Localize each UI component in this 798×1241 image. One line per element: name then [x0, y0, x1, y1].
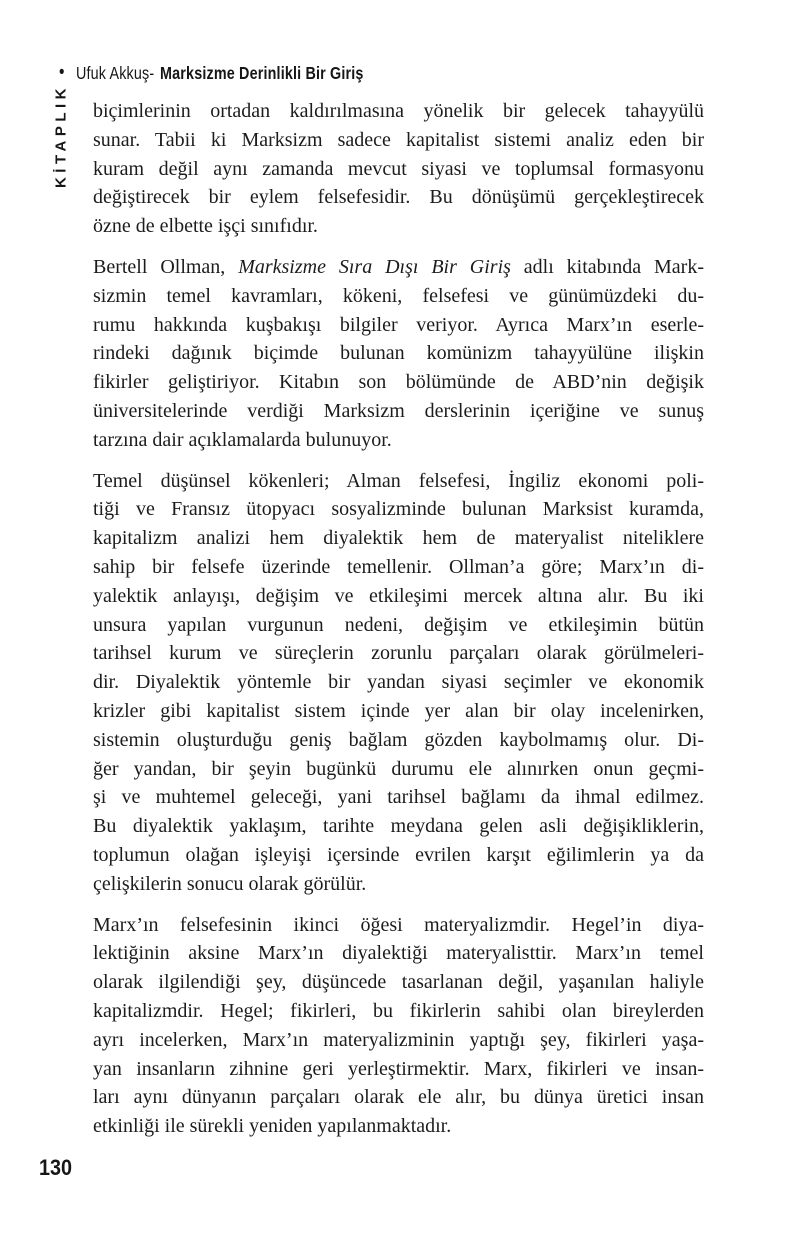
text-line — [93, 155, 704, 184]
text-segment: krizler gibi kapitalist sistem içinde yer alan bir olay incelenirken, — [93, 699, 704, 722]
text-line — [93, 582, 704, 611]
text-segment: adlı kitabında Mark- — [510, 255, 704, 278]
text-line — [93, 911, 704, 940]
text-line — [93, 126, 704, 155]
section-label-kitaplik: KİTAPLIK — [52, 83, 70, 189]
text-line — [93, 1083, 704, 1112]
text-line — [93, 253, 704, 282]
text-segment: yan insanların zihnine geri yerleştirmektir. Marx, fikirleri ve insan- — [93, 1057, 704, 1080]
text-line — [93, 1112, 704, 1141]
text-line — [93, 968, 704, 997]
text-line — [93, 368, 704, 397]
text-segment: sunar. Tabii ki Marksizm sadece kapitalist sistemi analiz eden bir — [93, 128, 704, 151]
text-segment: dir. Diyalektik yöntemle bir yandan siyasi seçimler ve ekonomik — [93, 671, 704, 694]
text-segment: tiği ve Fransız ütopyacı sosyalizminde bulunan Marksist kuramda, — [93, 498, 704, 521]
text-line — [93, 426, 704, 455]
running-head-title: Marksizme Derinlikli Bir Giriş — [160, 63, 364, 83]
text-segment: biçimlerinin ortadan kaldırılmasına yönelik bir gelecek tahayyülü — [93, 100, 704, 122]
text-line — [93, 697, 704, 726]
text-line — [93, 726, 704, 755]
text-segment: yalektik anlayışı, değişim ve etkileşimi mercek altına alır. Bu iki — [93, 584, 704, 607]
text-line — [93, 611, 704, 640]
text-segment: ayrı incelerken, Marx’ın materyalizminin yaptığı şey, fikirleri yaşa- — [93, 1028, 704, 1051]
paragraph — [93, 97, 704, 241]
text-line — [93, 639, 704, 668]
running-head — [59, 63, 364, 84]
text-segment: Bertell Ollman, — [93, 255, 239, 278]
text-segment: sistemin oluşturduğu geniş bağlam gözden kaybolmamış olur. Di- — [93, 728, 704, 751]
text-segment: özne de elbette işçi sınıfıdır. — [93, 215, 318, 238]
text-segment: unsura yapılan vurgunun nedeni, değişim ve etkileşimin bütün — [93, 613, 704, 636]
text-segment: rumu hakkında kuşbakışı bilgiler veriyor. Ayrıca Marx’ın eserle- — [93, 313, 704, 336]
text-segment: kapitalizmdir. Hegel; fikirleri, bu fikirlerin sahibi olan bireylerden — [93, 999, 704, 1022]
page-number: 130 — [39, 1155, 73, 1180]
text-line — [93, 495, 704, 524]
text-segment: Marx’ın felsefesinin ikinci öğesi materyalizmdir. Hegel’in diya- — [93, 913, 704, 936]
text-segment: kuram değil aynı zamanda mevcut siyasi ve toplumsal formasyonu — [93, 157, 704, 180]
text-segment: tarzına dair açıklamalarda bulunuyor. — [93, 428, 392, 451]
text-segment: sizmin temel kavramları, kökeni, felsefesi ve günümüzdeki du- — [93, 284, 704, 307]
text-line — [93, 553, 704, 582]
body-text — [93, 97, 704, 1153]
text-segment: ları aynı dünyanın parçaları olarak ele alır, bu dünya üretici insan — [93, 1086, 704, 1109]
text-line — [93, 212, 704, 241]
text-segment: olarak ilgilendiği şey, düşüncede tasarlanan değil, yaşanılan haliyle — [93, 971, 704, 994]
text-line — [93, 783, 704, 812]
text-segment: ğer yandan, bir şeyin bugünkü durumu ele alınırken onun geçmi- — [93, 757, 704, 780]
text-line — [93, 668, 704, 697]
text-line — [93, 997, 704, 1026]
text-segment: kapitalizm analizi hem diyalektik hem de materyalist niteliklere — [93, 527, 704, 550]
text-line — [93, 870, 704, 899]
text-line — [93, 939, 704, 968]
text-segment: toplumun olağan işleyişi içersinde evrilen karşıt eğilimlerin ya da — [93, 843, 704, 866]
text-segment: sahip bir felsefe üzerinde temellenir. Ollman’a göre; Marx’ın di- — [93, 555, 704, 578]
text-segment: üniversitelerinde verdiği Marksizm derslerinin içeriğine ve sunuş — [93, 399, 704, 422]
text-segment: Temel düşünsel kökenleri; Alman felsefesi, İngiliz ekonomi poli- — [93, 469, 704, 492]
text-line — [93, 524, 704, 553]
running-head-author: Ufuk Akkuş- — [75, 63, 155, 83]
bullet-icon: • — [59, 62, 65, 83]
italic-book-title: Marksizme Sıra Dışı Bir Giriş — [238, 255, 511, 278]
text-segment: değiştirecek bir eylem felsefesidir. Bu dönüşümü gerçekleştirecek — [93, 186, 704, 209]
text-segment: lektiğinin aksine Marx’ın diyalektiği materyalisttir. Marx’ın temel — [93, 942, 704, 965]
text-segment: çelişkilerin sonucu olarak görülür. — [93, 872, 367, 895]
text-segment: şi ve muhtemel geleceği, yani tarihsel bağlamı da ihmal edilmez. — [93, 786, 704, 809]
paragraph — [93, 467, 704, 899]
text-line — [93, 1026, 704, 1055]
text-line — [93, 339, 704, 368]
text-segment: Bu diyalektik yaklaşım, tarihte meydana gelen asli değişikliklerin, — [93, 815, 704, 838]
text-line — [93, 97, 704, 126]
paragraph — [93, 253, 704, 455]
text-segment: rindeki dağınık biçimde bulunan komünizm tahayyülüne ilişkin — [93, 342, 704, 365]
text-line — [93, 841, 704, 870]
text-line — [93, 812, 704, 841]
text-line — [93, 755, 704, 784]
text-line — [93, 397, 704, 426]
text-line — [93, 1055, 704, 1084]
text-line — [93, 467, 704, 496]
text-line — [93, 282, 704, 311]
paragraph — [93, 911, 704, 1141]
text-segment: tarihsel kurum ve süreçlerin zorunlu parçaları olarak görülmeleri- — [93, 642, 704, 665]
text-segment: fikirler geliştiriyor. Kitabın son bölümünde de ABD’nin değişik — [93, 371, 704, 394]
text-segment: etkinliği ile sürekli yeniden yapılanmaktadır. — [93, 1115, 452, 1138]
text-line — [93, 311, 704, 340]
text-line — [93, 183, 704, 212]
